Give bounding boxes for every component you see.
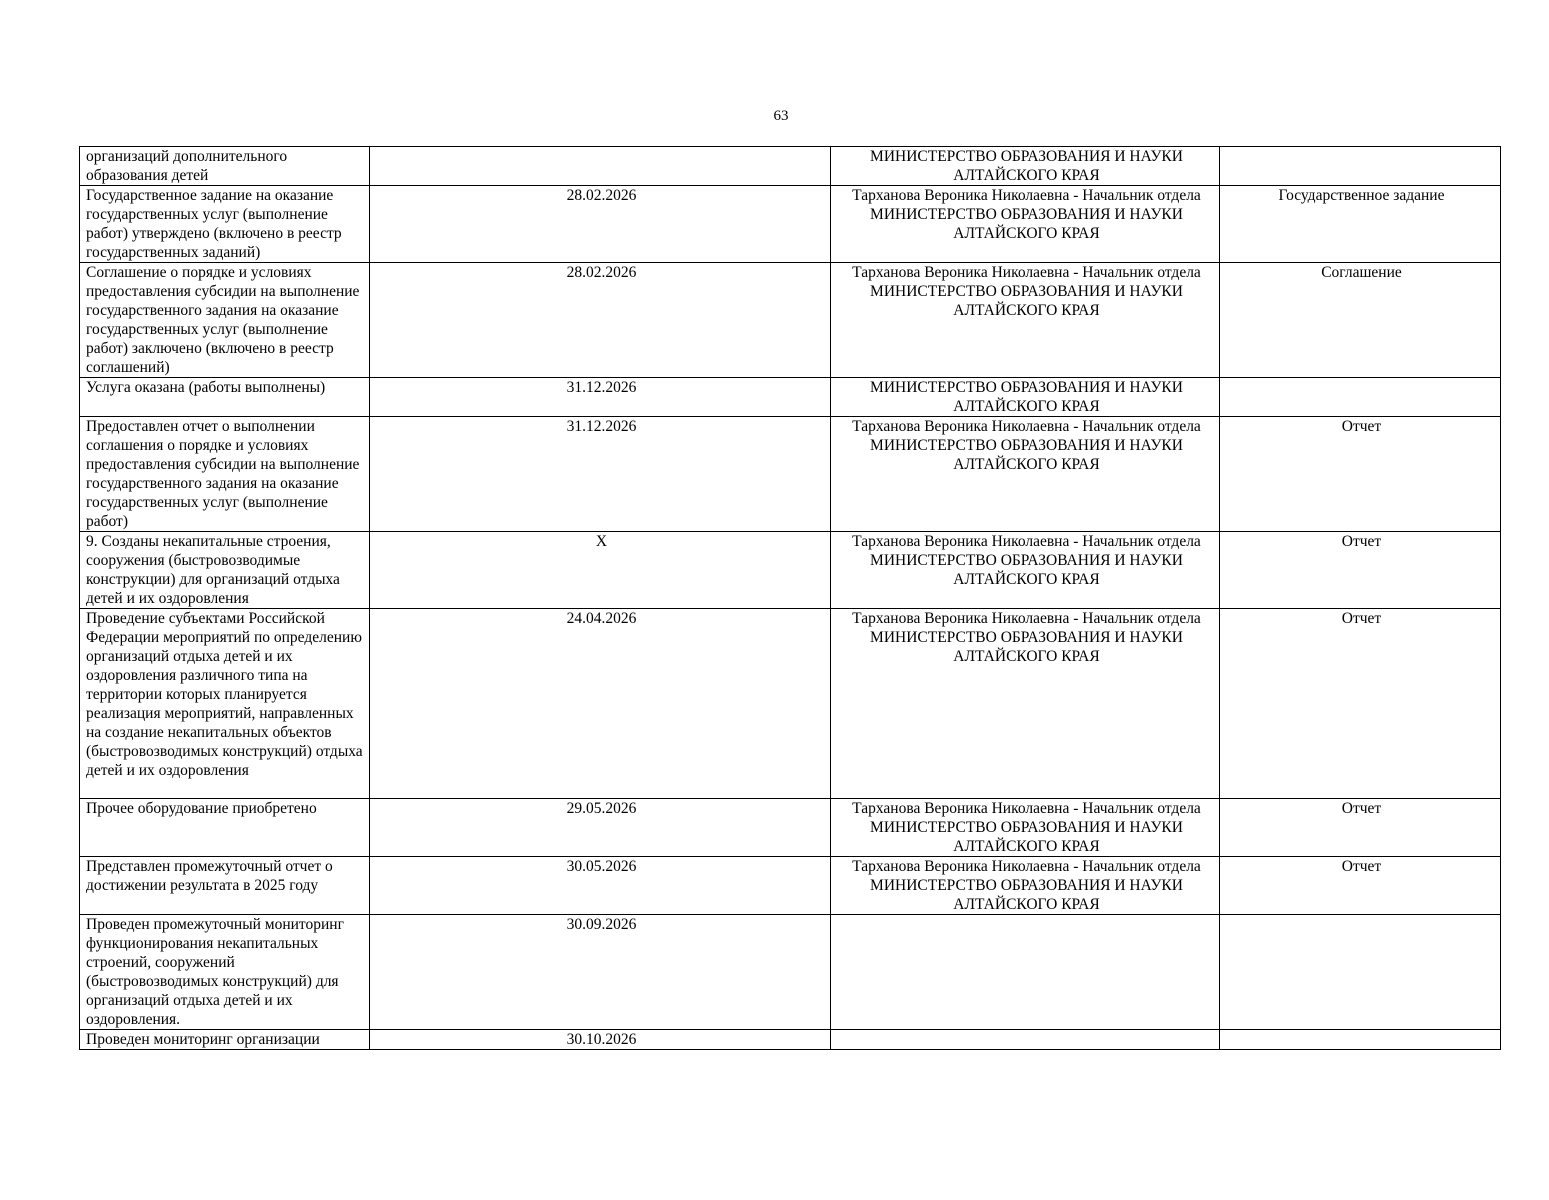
org-line: МИНИСТЕРСТВО ОБРАЗОВАНИЯ И НАУКИ [870,283,1183,300]
org-line: АЛТАЙСКОГО КРАЯ [953,456,1100,473]
row-name: Проведен мониторинг организации [80,1030,370,1050]
row-name: Услуга оказана (работы выполнены) [80,378,370,417]
row-date: X [370,532,831,609]
page-number: 63 [773,108,789,124]
row-responsible [831,417,1220,532]
row-document [1220,147,1501,186]
row-document: Отчет [1220,532,1501,609]
row-document: Отчет [1220,609,1501,799]
row-name: организаций дополнительного образования детей [80,147,370,186]
org-line: АЛТАЙСКОГО КРАЯ [953,398,1100,415]
responsible-person: Тарханова Вероника Николаевна - Начальник отдела [852,264,1201,281]
row-responsible [831,1030,1220,1050]
row-document: Отчет [1220,857,1501,915]
table-row [80,609,1501,799]
row-document [1220,1030,1501,1050]
org-line: АЛТАЙСКОГО КРАЯ [953,225,1100,242]
row-document [1220,378,1501,417]
table-row [80,915,1501,1030]
row-name: 9. Созданы некапитальные строения, сооружения (быстровозводимые конструкции) для организаций отдыха детей и их оздоровления [80,532,370,609]
row-name: Предоставлен отчет о выполнении соглашения о порядке и условиях предоставления субсидии на выполнение государственного задания на оказание государственных услуг (выполнение работ) [80,417,370,532]
row-responsible [831,186,1220,263]
table-row [80,378,1501,417]
row-date: 30.10.2026 [370,1030,831,1050]
row-responsible [831,609,1220,799]
org-line: АЛТАЙСКОГО КРАЯ [953,648,1100,665]
row-date: 30.05.2026 [370,857,831,915]
row-responsible [831,147,1220,186]
responsible-person: Тарханова Вероника Николаевна - Начальник отдела [852,858,1201,875]
row-name: Проведен промежуточный мониторинг функционирования некапитальных строений, сооружений (быстровозводимых конструкций) для организаций отдыха детей и их оздоровления. [80,915,370,1030]
responsible-person: Тарханова Вероника Николаевна - Начальник отдела [852,533,1201,550]
row-responsible [831,799,1220,857]
org-line: МИНИСТЕРСТВО ОБРАЗОВАНИЯ И НАУКИ [870,379,1183,396]
row-date: 28.02.2026 [370,263,831,378]
responsible-person: Тарханова Вероника Николаевна - Начальник отдела [852,187,1201,204]
row-document: Отчет [1220,799,1501,857]
row-name: Прочее оборудование приобретено [80,799,370,857]
table-row [80,799,1501,857]
row-responsible [831,857,1220,915]
org-line: МИНИСТЕРСТВО ОБРАЗОВАНИЯ И НАУКИ [870,206,1183,223]
row-date: 30.09.2026 [370,915,831,1030]
table-row [80,417,1501,532]
table-row [80,263,1501,378]
table-row [80,532,1501,609]
table-row [80,186,1501,263]
responsible-person: Тарханова Вероника Николаевна - Начальник отдела [852,418,1201,435]
org-line: АЛТАЙСКОГО КРАЯ [953,838,1100,855]
row-name: Соглашение о порядке и условиях предоставления субсидии на выполнение государственного задания на оказание государственных услуг (выполнение работ) заключено (включено в реестр соглашений) [80,263,370,378]
row-date: 29.05.2026 [370,799,831,857]
row-document [1220,915,1501,1030]
org-line: АЛТАЙСКОГО КРАЯ [953,167,1100,184]
org-line: МИНИСТЕРСТВО ОБРАЗОВАНИЯ И НАУКИ [870,877,1183,894]
row-date: 24.04.2026 [370,609,831,799]
org-line: АЛТАЙСКОГО КРАЯ [953,571,1100,588]
org-line: АЛТАЙСКОГО КРАЯ [953,896,1100,913]
org-line: МИНИСТЕРСТВО ОБРАЗОВАНИЯ И НАУКИ [870,629,1183,646]
row-responsible [831,915,1220,1030]
row-responsible [831,532,1220,609]
org-line: АЛТАЙСКОГО КРАЯ [953,302,1100,319]
row-document: Отчет [1220,417,1501,532]
responsible-person: Тарханова Вероника Николаевна - Начальник отдела [852,800,1201,817]
responsible-person: Тарханова Вероника Николаевна - Начальник отдела [852,610,1201,627]
org-line: МИНИСТЕРСТВО ОБРАЗОВАНИЯ И НАУКИ [870,819,1183,836]
org-line: МИНИСТЕРСТВО ОБРАЗОВАНИЯ И НАУКИ [870,552,1183,569]
org-line: МИНИСТЕРСТВО ОБРАЗОВАНИЯ И НАУКИ [870,437,1183,454]
row-name: Проведение субъектами Российской Федерации мероприятий по определению организаций отдыха детей и их оздоровления различного типа на территории которых планируется реализация мероприятий, направленных на создание некапитальных объектов (быстровозводимых конструкций) отдыха детей и их оздоровления [80,609,370,799]
table-row [80,1030,1501,1050]
row-document: Соглашение [1220,263,1501,378]
row-name: Представлен промежуточный отчет о достижении результата в 2025 году [80,857,370,915]
row-date [370,147,831,186]
row-date: 31.12.2026 [370,417,831,532]
row-date: 28.02.2026 [370,186,831,263]
org-line: МИНИСТЕРСТВО ОБРАЗОВАНИЯ И НАУКИ [870,148,1183,165]
row-name: Государственное задание на оказание государственных услуг (выполнение работ) утверждено (включено в реестр государственных заданий) [80,186,370,263]
row-responsible [831,263,1220,378]
row-date: 31.12.2026 [370,378,831,417]
row-document: Государственное задание [1220,186,1501,263]
table-row [80,147,1501,186]
table-row [80,857,1501,915]
row-responsible [831,378,1220,417]
control-points-table [79,146,1501,1050]
